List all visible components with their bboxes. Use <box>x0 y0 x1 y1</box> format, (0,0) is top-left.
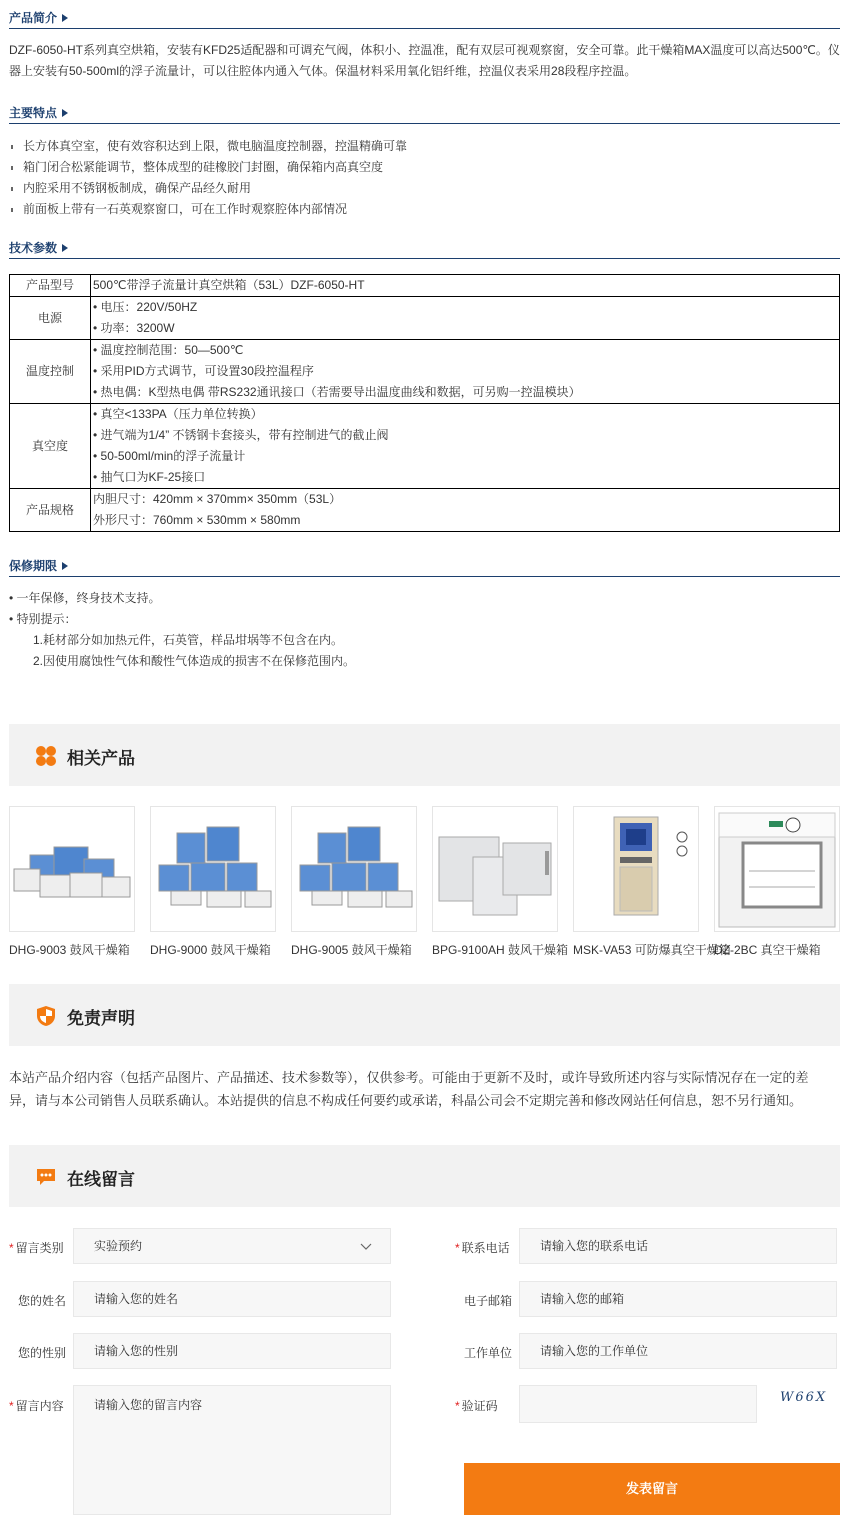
captcha-input[interactable] <box>519 1385 757 1423</box>
spec-value <box>91 489 840 532</box>
spec-key: 温度控制 <box>10 340 91 404</box>
required-mark: * <box>455 1399 460 1413</box>
spec-line: • 进气端为1/4” 不锈钢卡套接头，带有控制进气的截止阀 <box>93 428 389 442</box>
list-item: 内腔采用不锈钢板制成，确保产品经久耐用 <box>9 178 840 199</box>
product-name[interactable]: BPG-9100AH 鼓风干燥箱 <box>432 943 569 957</box>
chevron-down-icon <box>360 1243 372 1251</box>
chat-bubble-icon <box>35 1166 57 1188</box>
warranty-heading <box>9 548 840 577</box>
captcha-label-text: 验证码 <box>461 1399 498 1413</box>
spec-line: • 功率：3200W <box>93 321 175 335</box>
disclaimer-text: 本站产品介绍内容（包括产品图片、产品描述、技术参数等），仅供参考。可能由于更新不及时，或许导致所述内容与实际情况存在一定的差异，请与本公司销售人员联系确认。本站提供的信息不构成任何要约或承诺，科晶公司会不定期完善和修改网站任何信息，恕不另行通知。 <box>9 1070 809 1108</box>
warranty-note: 2.因使用腐蚀性气体和酸性气体造成的损害不在保修范围内。 <box>33 654 356 668</box>
product-card[interactable] <box>573 806 731 958</box>
gender-label-text: 您的性别 <box>18 1346 67 1360</box>
product-card[interactable] <box>150 806 276 958</box>
warranty-line: • 一年保修，终身技术支持。 <box>9 591 161 605</box>
spec-table <box>9 274 840 532</box>
phone-input[interactable]: 请输入您的联系电话 <box>519 1228 837 1264</box>
product-card[interactable] <box>9 806 135 958</box>
spec-value <box>91 297 840 340</box>
arrow-right-icon <box>62 244 68 252</box>
warranty-heading-text: 保修期限 <box>9 559 58 573</box>
list-item: 箱门闭合松紧能调节，整体成型的硅橡胶门封圈，确保箱内高真空度 <box>9 157 840 178</box>
table-row <box>10 275 840 297</box>
features-list <box>9 124 840 226</box>
features-heading <box>9 95 840 124</box>
content-label <box>9 1397 64 1414</box>
submit-button[interactable]: 发表留言 <box>464 1463 840 1515</box>
required-mark: * <box>455 1241 460 1255</box>
table-row <box>10 489 840 532</box>
arrow-right-icon <box>62 562 68 570</box>
required-mark: * <box>9 1241 14 1255</box>
intro-text: DZF-6050-HT系列真空烘箱，安装有KFD25适配器和可调充气阀，体积小、控温准，配有双层可视观察窗，安全可靠。此干燥箱MAX温度可以高达500℃。仪器上安装有50-500ml的浮子流量计，可以往腔体内通入气体。保温材料采用氧化铝纤维，控温仪表采用28段程序控温。 <box>9 43 840 78</box>
arrow-right-icon <box>62 109 68 117</box>
message-form-header <box>9 1145 840 1207</box>
disclaimer-header <box>9 984 840 1046</box>
warranty-note: 1.耗材部分如加热元件，石英管，样品坩埚等不包含在内。 <box>33 633 344 647</box>
related-products-title: 相关产品 <box>67 749 135 768</box>
name-label-text: 您的姓名 <box>18 1294 67 1308</box>
intro-heading <box>9 0 840 29</box>
spec-line: • 抽气口为KF-25接口 <box>93 470 206 484</box>
related-products-list <box>9 783 840 963</box>
spec-line: • 温度控制范围：50—500℃ <box>93 343 244 357</box>
captcha-label <box>455 1397 498 1414</box>
name-input[interactable]: 请输入您的姓名 <box>73 1281 391 1317</box>
clover-icon <box>35 745 57 767</box>
product-card[interactable] <box>714 806 840 958</box>
spec-value <box>91 340 840 404</box>
related-products-header <box>9 724 840 786</box>
product-name[interactable]: DHG-9000 鼓风干燥箱 <box>150 943 271 957</box>
spec-line: 500℃带浮子流量计真空烘箱（53L）DZF-6050-HT <box>93 278 365 292</box>
company-label <box>464 1344 512 1361</box>
email-label-text: 电子邮箱 <box>464 1294 513 1308</box>
phone-label-text: 联系电话 <box>461 1241 510 1255</box>
product-card[interactable] <box>432 806 569 958</box>
content-label-text: 留言内容 <box>15 1399 64 1413</box>
disclaimer-title: 免责声明 <box>67 1009 135 1028</box>
product-card[interactable] <box>291 806 417 958</box>
gender-input[interactable]: 请输入您的性别 <box>73 1333 391 1369</box>
category-label-text: 留言类别 <box>15 1241 64 1255</box>
captcha-image[interactable]: W66X <box>780 1390 828 1405</box>
list-item: 长方体真空室，使有效容积达到上限，微电脑温度控制器，控温精确可靠 <box>9 136 840 157</box>
table-row <box>10 340 840 404</box>
spec-value <box>91 275 840 297</box>
product-image[interactable] <box>714 806 840 932</box>
email-input[interactable]: 请输入您的邮箱 <box>519 1281 837 1317</box>
spec-line: 外形尺寸：760mm × 530mm × 580mm <box>93 513 301 527</box>
product-image[interactable] <box>573 806 699 932</box>
spec-line: • 真空<133PA（压力单位转换） <box>93 407 263 421</box>
spec-key: 产品规格 <box>10 489 91 532</box>
specs-heading <box>9 230 840 259</box>
email-label <box>464 1292 512 1309</box>
spec-line: 内胆尺寸：420mm × 370mm× 350mm（53L） <box>93 492 342 506</box>
company-input[interactable]: 请输入您的工作单位 <box>519 1333 837 1369</box>
phone-label <box>455 1239 510 1256</box>
gender-label <box>18 1344 66 1361</box>
spec-key: 产品型号 <box>10 275 91 297</box>
product-image[interactable] <box>432 806 558 932</box>
spec-line: • 电压：220V/50HZ <box>93 300 198 314</box>
product-name[interactable]: MSK-VA53 可防爆真空干燥箱 <box>573 943 731 957</box>
list-item: 前面板上带有一石英观察窗口，可在工作时观察腔体内部情况 <box>9 199 840 220</box>
product-image[interactable] <box>291 806 417 932</box>
specs-heading-text: 技术参数 <box>9 241 58 255</box>
content-textarea[interactable]: 请输入您的留言内容 <box>73 1385 391 1515</box>
product-image[interactable] <box>9 806 135 932</box>
table-row <box>10 297 840 340</box>
spec-line: • 50-500ml/min的浮子流量计 <box>93 449 246 463</box>
category-select-value: 实验预约 <box>94 1239 143 1253</box>
arrow-right-icon <box>62 14 68 22</box>
message-form-title: 在线留言 <box>67 1170 135 1189</box>
shield-icon <box>35 1005 57 1027</box>
product-name[interactable]: DHG-9005 鼓风干燥箱 <box>291 943 412 957</box>
spec-line: • 采用PID方式调节，可设置30段控温程序 <box>93 364 314 378</box>
table-row <box>10 404 840 489</box>
spec-line: • 热电偶：K型热电偶 带RS232通讯接口（若需要导出温度曲线和数据，可另购一控温模块） <box>93 385 581 399</box>
warranty-line: • 特别提示： <box>9 612 77 626</box>
product-name[interactable]: DHG-9003 鼓风干燥箱 <box>9 943 130 957</box>
product-name[interactable]: DZ-2BC 真空干燥箱 <box>714 943 821 957</box>
required-mark: * <box>9 1399 14 1413</box>
spec-value <box>91 404 840 489</box>
company-label-text: 工作单位 <box>464 1346 513 1360</box>
features-heading-text: 主要特点 <box>9 106 58 120</box>
name-label <box>18 1292 66 1309</box>
category-label <box>9 1239 64 1256</box>
spec-key: 真空度 <box>10 404 91 489</box>
warranty-content <box>9 577 840 672</box>
intro-heading-text: 产品简介 <box>9 11 58 25</box>
spec-key: 电源 <box>10 297 91 340</box>
category-select[interactable] <box>73 1228 391 1264</box>
product-image[interactable] <box>150 806 276 932</box>
